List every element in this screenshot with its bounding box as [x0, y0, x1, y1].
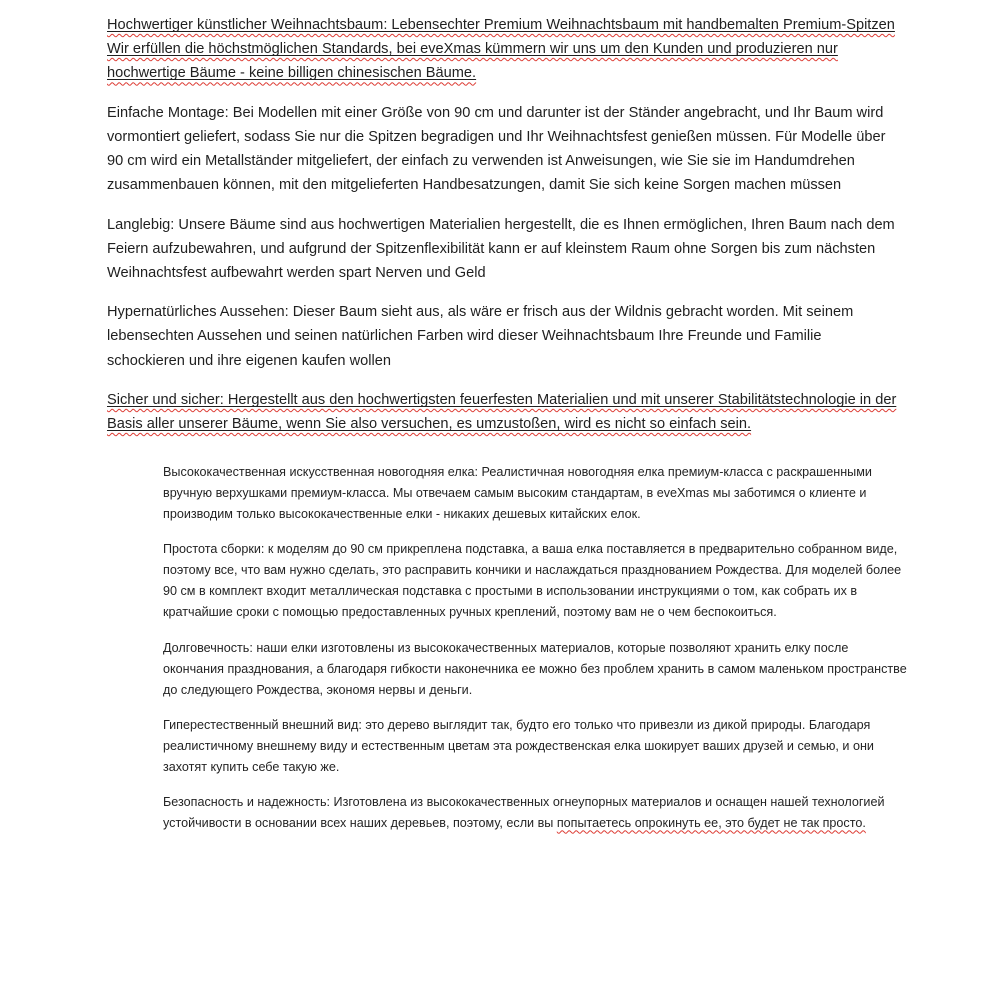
russian-paragraph-appearance: Гиперестественный внешний вид: это дерево выглядит так, будто его только что привезли из дикой природы. Благодаря реалистичному внешнему виду и естественным цветам эта рождественская елка шокирует ваших друзей и семью, и они захотят купить себе такую же. [163, 717, 874, 774]
german-text-block [107, 13, 902, 436]
russian-paragraph-quality: Высококачественная искусственная новогодняя елка: Реалистичная новогодняя елка премиум-класса с раскрашенными вручную верхушками премиум-класса. Мы отвечаем самым высоким стандартам, в eveXmas мы заботимся о клиенте и производим только высококачественные елки - никаких дешевых китайских елок. [163, 465, 872, 522]
russian-paragraph-safety-text: Безопасность и надежность: Изготовлена из высококачественных огнеупорных материалов и оснащен нашей технологией устойчивости в основании всех наших деревьев, поэтому, если вы [163, 794, 885, 830]
german-paragraph-safety [107, 388, 902, 436]
german-paragraph-quality-text: Hochwertiger künstlicher Weihnachtsbaum: Lebensechter Premium Weihnachtsbaum mit handbemalten Premium-Spitzen Wir erfüllen die höchstmöglichen Standards, bei eveXmas kümmern wir uns um den Kunden und produzieren nur hochwertige Bäume - keine billigen chinesischen Bäume. [107, 17, 895, 82]
russian-paragraph-durability: Долговечность: наши елки изготовлены из высококачественных материалов, которые позволяют хранить елку после окончания празднования, а благодаря гибкости наконечника ее можно без проблем хранить в самом маленьком пространстве до следующего Рождества, экономя нервы и деньги. [163, 640, 907, 697]
russian-paragraph-assembly: Простота сборки: к моделям до 90 см прикреплена подставка, а ваша елка поставляется в предварительно собранном виде, поэтому все, что вам нужно сделать, это расправить кончики и наслаждаться празднованием Рождества. Для моделей более 90 см в комплект входит металлическая подставка с простыми в использовании инструкциями о том, как собрать их в кратчайшие сроки с помощью предоставленных ручных креплений, поэтому вам не о чем беспокоиться. [163, 542, 902, 620]
russian-paragraph-safety-spellcheck-text: попытаетесь опрокинуть ее, это будет не так просто. [556, 815, 866, 830]
german-paragraph-safety-text: Sicher und sicher: Hergestellt aus den hochwertigsten feuerfesten Materialien und mit unserer Stabilitätstechnologie in der Basis aller unserer Bäume, wenn Sie also versuchen, es umzustoßen, wird es nicht so einfach sein. [107, 391, 897, 433]
russian-paragraph-safety [163, 792, 907, 834]
german-paragraph-appearance: Hypernatürliches Aussehen: Dieser Baum sieht aus, als wäre er frisch aus der Wildnis gebracht worden. Mit seinem lebensechten Aussehen und seinen natürlichen Farben wird dieser Weihnachtsbaum Ihre Freunde und Familie schockieren und ihre eigenen kaufen wollen [107, 304, 854, 369]
german-paragraph-durability: Langlebig: Unsere Bäume sind aus hochwertigen Materialien hergestellt, die es Ihnen ermöglichen, Ihren Baum nach dem Feiern aufzubewahren, und aufgrund der Spitzenflexibilität kann er auf kleinstem Raum ohne Sorgen bis zum nächsten Weihnachtsfest aufbewahrt werden spart Nerven und Geld [107, 216, 895, 281]
russian-text-block [163, 462, 907, 833]
german-paragraph-assembly: Einfache Montage: Bei Modellen mit einer Größe von 90 cm und darunter ist der Ständer angebracht, und Ihr Baum wird vormontiert geliefert, sodass Sie nur die Spitzen begradigen und Ihr Weihnachtsfest genießen müssen. Für Modelle über 90 cm wird ein Metallständer mitgeliefert, der einfach zu verwenden ist Anweisungen, wie Sie sie im Handumdrehen zusammenbauen können, mit den mitgelieferten Handbesatzungen, damit Sie sich keine Sorgen machen müssen [107, 104, 886, 194]
german-paragraph-quality [107, 13, 902, 86]
